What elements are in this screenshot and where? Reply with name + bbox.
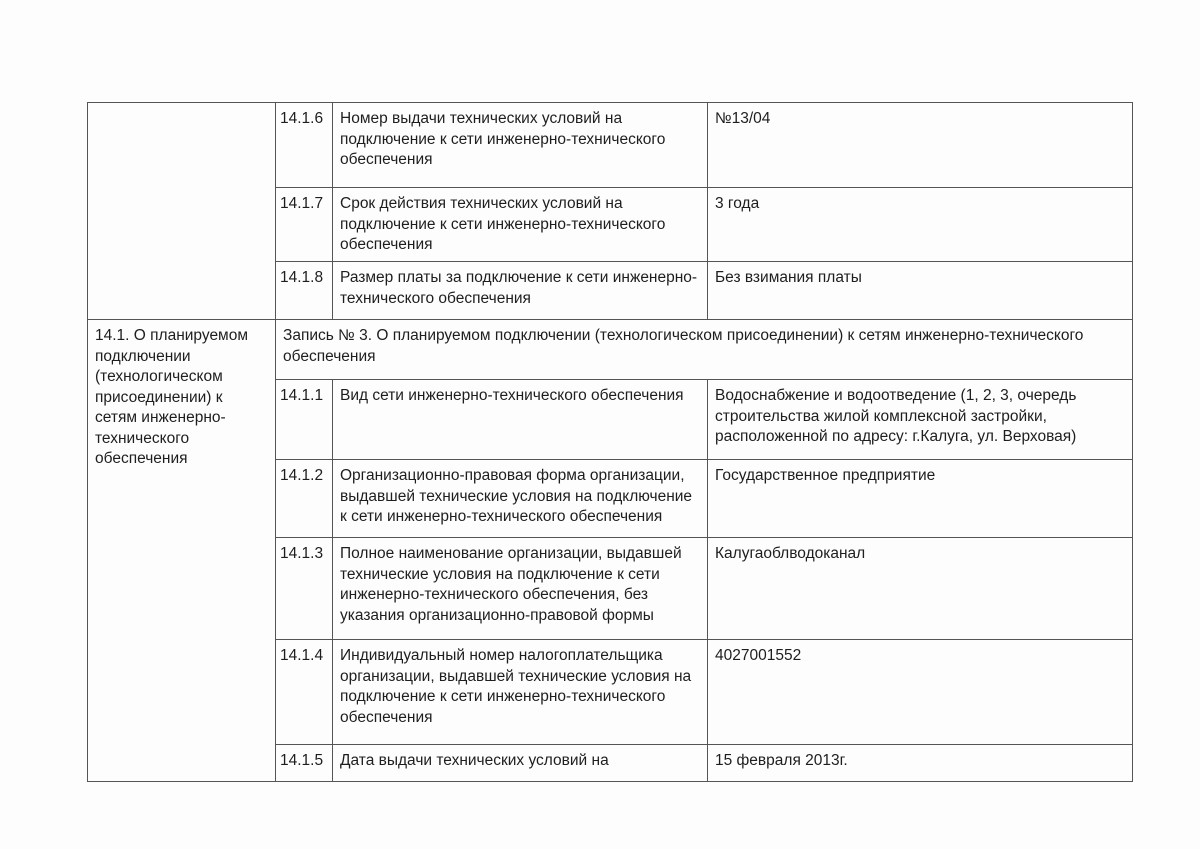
row-number: 14.1.1 [275,379,333,460]
row-number: 14.1.3 [275,537,333,640]
row-number: 14.1.8 [275,261,333,320]
row-value: Государственное предприятие [707,459,1133,538]
row-label: Вид сети инженерно-технического обеспечения [332,379,708,460]
row-value: №13/04 [707,102,1133,188]
row-label: Индивидуальный номер налогоплательщика организации, выдавшей технические условия на подключение к сети инженерно-технического обеспечения [332,639,708,745]
row-label: Дата выдачи технических условий на [332,744,708,782]
section-label: 14.1. О планируемом подключении (технологическом присоединении) к сетям инженерно-технического обеспечения [87,319,276,782]
row-label: Организационно-правовая форма организации, выдавшей технические условия на подключение к сети инженерно-технического обеспечения [332,459,708,538]
row-number: 14.1.2 [275,459,333,538]
row-number: 14.1.6 [275,102,333,188]
row-value: Водоснабжение и водоотведение (1, 2, 3, очередь строительства жилой комплексной застройки, расположенной по адресу: г.Калуга, ул. Верховая) [707,379,1133,460]
row-label: Полное наименование организации, выдавшей технические условия на подключение к сети инженерно-технического обеспечения, без указания организационно-правовой формы [332,537,708,640]
row-value: 3 года [707,187,1133,262]
row-label: Номер выдачи технических условий на подключение к сети инженерно-технического обеспечения [332,102,708,188]
row-value: Калугаоблводоканал [707,537,1133,640]
row-value: 4027001552 [707,639,1133,745]
row-label: Размер платы за подключение к сети инженерно-технического обеспечения [332,261,708,320]
row-label: Срок действия технических условий на подключение к сети инженерно-технического обеспечения [332,187,708,262]
row-value: Без взимания платы [707,261,1133,320]
row-number: 14.1.5 [275,744,333,782]
row-number: 14.1.4 [275,639,333,745]
section-cell-empty [87,102,276,320]
record-header: Запись № 3. О планируемом подключении (технологическом присоединении) к сетям инженерно-технического обеспечения [275,319,1133,380]
row-number: 14.1.7 [275,187,333,262]
row-value: 15 февраля 2013г. [707,744,1133,782]
